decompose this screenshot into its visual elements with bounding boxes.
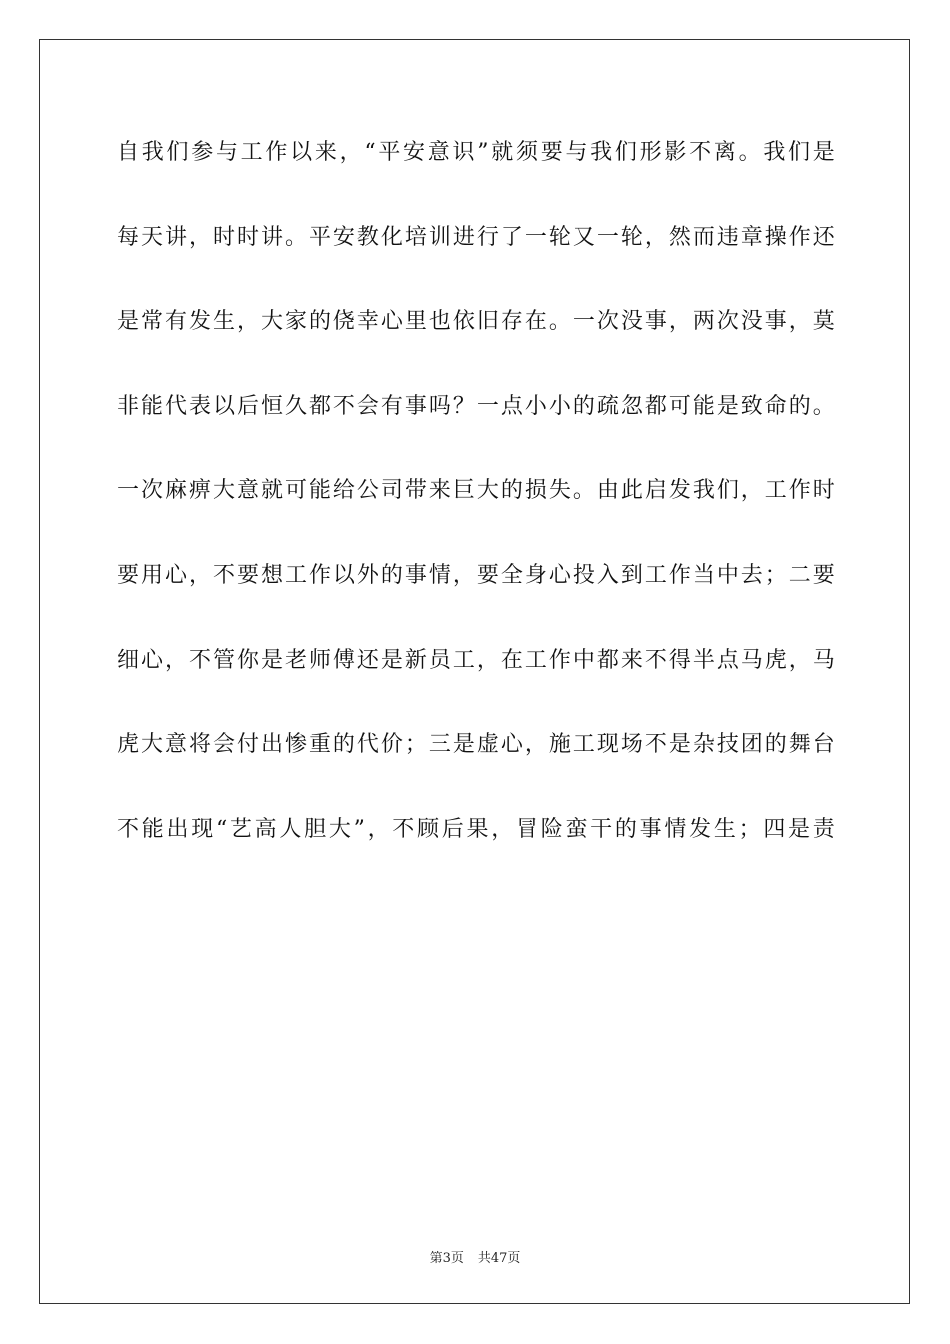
text-line-7: 细心，不管你是老师傅还是新员工，在工作中都来不得半点马虎，马 bbox=[117, 647, 835, 673]
text-line-2: 每天讲，时时讲。平安教化培训进行了一轮又一轮，然而违章操作还 bbox=[117, 224, 835, 250]
text-line-1: 自我们参与工作以来，“平安意识”就须要与我们形影不离。我们是 bbox=[117, 140, 835, 165]
text-line-5: 一次麻痹大意就可能给公司带来巨大的损失。由此启发我们，工作时 bbox=[117, 478, 835, 504]
page-footer bbox=[0, 1247, 950, 1266]
document-body bbox=[117, 114, 835, 875]
text-line-3: 是常有发生，大家的侥幸心里也依旧存在。一次没事，两次没事，莫 bbox=[117, 309, 835, 335]
current-page-label: 第3页 bbox=[429, 1251, 464, 1266]
text-line-8: 虎大意将会付出惨重的代价；三是虚心，施工现场不是杂技团的舞台 bbox=[117, 732, 835, 758]
text-line-6: 要用心，不要想工作以外的事情，要全身心投入到工作当中去；二要 bbox=[117, 562, 835, 588]
text-line-4: 非能代表以后恒久都不会有事吗？一点小小的疏忽都可能是致命的。 bbox=[117, 393, 835, 419]
total-pages-label: 共47页 bbox=[477, 1251, 521, 1266]
text-line-9: 不能出现“艺高人胆大”，不顾后果，冒险蛮干的事情发生；四是责 bbox=[117, 816, 835, 842]
